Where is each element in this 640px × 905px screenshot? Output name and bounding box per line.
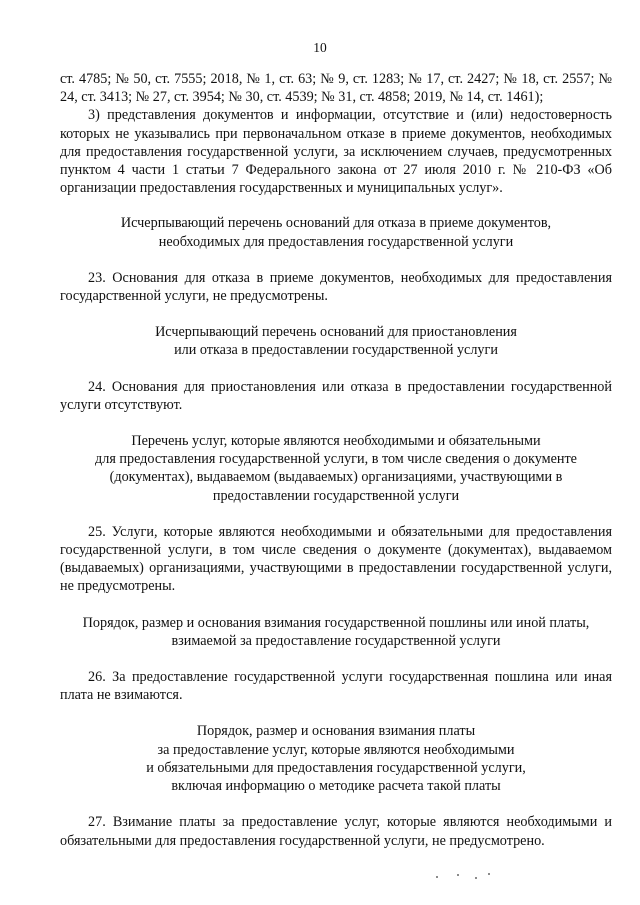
scan-speck	[457, 874, 459, 876]
heading-line: предоставлении государственной услуги	[212, 487, 460, 504]
section-heading-required-services	[60, 432, 612, 505]
scan-speck	[436, 876, 438, 878]
heading-line: Исчерпывающий перечень оснований для приостановления	[155, 324, 517, 341]
heading-line: Перечень услуг, которые являются необходимыми и обязательными	[131, 433, 541, 450]
heading-line: включая информацию о методике расчета такой платы	[171, 778, 501, 795]
paragraph-item-3: 3) представления документов и информации, отсутствие и (или) недостоверность которых не указывались при первоначальном отказе в приеме документов, необходимых для предоставления государственной услуги, за исключением случаев, предусмотренных пунктом 4 части 1 статьи 7 Федерального закона от 27 июля 2010 г. № 210-ФЗ «Об организации предоставления государственных и муниципальных услуг».	[60, 107, 612, 197]
document-body	[60, 70, 612, 850]
paragraph-23: 23. Основания для отказа в приеме документов, необходимых для предоставления государственной услуги, не предусмотрены.	[60, 269, 612, 305]
heading-line: Исчерпывающий перечень оснований для отказа в приеме документов,	[120, 215, 552, 232]
page-number: 10	[313, 40, 327, 55]
scan-speck	[475, 877, 477, 879]
heading-line: для предоставления государственной услуги, в том числе сведения о документе	[95, 451, 577, 468]
section-heading-state-fee	[60, 614, 612, 650]
heading-line: Порядок, размер и основания взимания государственной пошлины или иной платы,	[82, 614, 590, 631]
paragraph-citation-continuation: ст. 4785; № 50, ст. 7555; 2018, № 1, ст. 63; № 9, ст. 1283; № 17, ст. 2427; № 18, ст. 2557; № 24, ст. 3413; № 27, ст. 3954; № 30, ст. 4539; № 31, ст. 4858; 2019, № 14, ст. 1461);	[60, 71, 612, 106]
heading-line: (документах), выдаваемом (выдаваемых) организациями, участвующими в	[109, 469, 563, 486]
section-heading-suspension	[60, 323, 612, 359]
heading-line: или отказа в предоставлении государственной услуги	[174, 342, 498, 359]
paragraph-25: 25. Услуги, которые являются необходимыми и обязательными для предоставления государственной услуги, в том числе сведения о документе (документах), выдаваемом (выдаваемых) организациями, участвующими в предоставлении государственной услуги, не предусмотрены.	[60, 523, 612, 595]
heading-line: и обязательными для предоставления государственной услуги,	[146, 759, 526, 776]
paragraph-24: 24. Основания для приостановления или отказа в предоставлении государственной услуги отсутствуют.	[60, 378, 612, 413]
heading-line: за предоставление услуг, которые являются необходимыми	[157, 741, 515, 758]
section-heading-refusal-documents	[60, 214, 612, 250]
paragraph-27: 27. Взимание платы за предоставление услуг, которые являются необходимыми и обязательными для предоставления государственной услуги, не предусмотрено.	[60, 814, 612, 849]
heading-line: Порядок, размер и основания взимания платы	[196, 723, 476, 740]
section-heading-fee-methodology	[60, 722, 612, 795]
scan-speck	[488, 873, 490, 875]
scan-artifacts	[430, 872, 510, 882]
heading-line: взимаемой за предоставление государственной услуги	[171, 632, 501, 649]
heading-line: необходимых для предоставления государственной услуги	[158, 233, 514, 250]
paragraph-26: 26. За предоставление государственной услуги государственная пошлина или иная плата не взимаются.	[60, 669, 612, 704]
